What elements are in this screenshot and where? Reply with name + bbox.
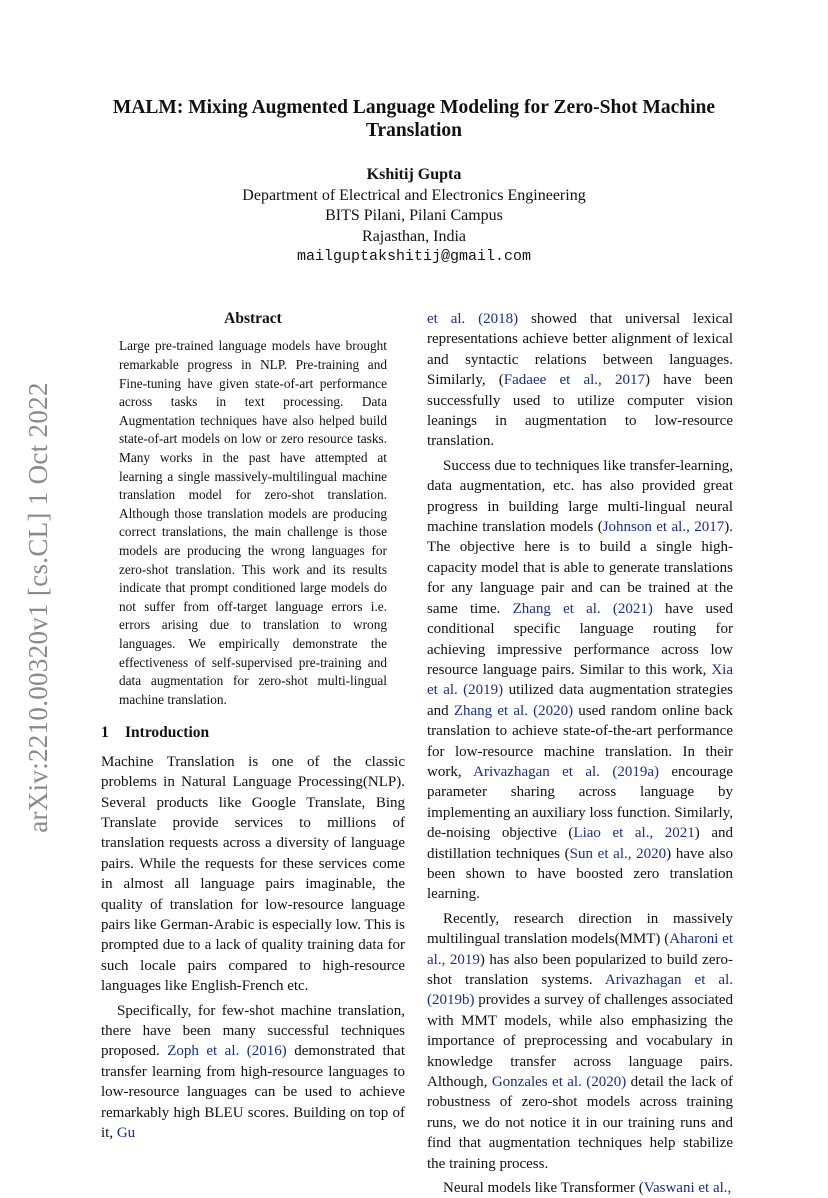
text-run: utilized data augmentation strategies and (427, 682, 733, 719)
text-run: demonstrated that transfer learning from high-resource languages to low-resource languages can be used to achieve remarkably high BLEU scores. Building on top of it, (101, 1043, 405, 1141)
left-column (101, 309, 405, 1143)
text-run: have used conditional specific language routing for achieving impressive performance across low resource language pairs. Similar to this work, (427, 600, 734, 678)
citation-link[interactable]: Arivazhagan et al. (2019a) (473, 763, 659, 780)
right-paragraph-2 (427, 456, 733, 905)
right-paragraph-4 (427, 1178, 733, 1198)
section-title: Introduction (125, 724, 210, 742)
affiliation-line-1: Department of Electrical and Electronics Engineering (242, 186, 586, 204)
text-run: Recently, research direction in massively multilingual translation models(MMT) ( (427, 910, 733, 948)
citation-link[interactable]: Vaswani et al., (643, 1180, 732, 1197)
section-heading-introduction (101, 723, 405, 743)
citation-link[interactable]: Arivazhagan et al. (2019b) (427, 972, 734, 1009)
text-run: provides a survey of challenges associated with MMT models, while also emphasizing the importance of preprocessing and vocabulary in knowledge transfer across language pairs. Although, (427, 992, 733, 1091)
citation-link[interactable]: Johnson et al., 2017 (602, 519, 725, 536)
text-run: Neural models like Transformer ( (443, 1180, 644, 1197)
citation-link[interactable]: Zhang et al. (2020) (453, 702, 574, 719)
text-run: ) have been successfully used to utilize computer vision leanings in augmentation to low-resource translation. (427, 372, 733, 450)
affiliation-line-2: BITS Pilani, Pilani Campus (325, 207, 503, 224)
citation-link[interactable]: Aharoni et al., 2019 (427, 931, 733, 968)
text-run: used random online back translation to achieve state-of-the-art performance for low-resource machine translation. In their work, (427, 702, 733, 780)
right-column (427, 309, 733, 1198)
citation-link[interactable]: Gu (116, 1125, 136, 1141)
citation-link[interactable]: Zoph et al. (2016) (167, 1043, 287, 1060)
author-block (90, 165, 738, 268)
title-line-1: MALM: Mixing Augmented Language Modeling for Zero-Shot Machine (112, 97, 716, 118)
abstract-text: Large pre-trained language models have brought remarkable progress in NLP. Pre-training and Fine-tuning have given state-of-art performance across tasks in text processing. Data Augmentation techniques have also helped build state-of-art models on low or zero resource tasks. Many works in the past have attempted at learning a single massively-multilingual machine translation model for zero-shot translation. Although those translation models are producing correct translations, the main challenge is those models are producing the wrong languages for zero-shot translation. This work and its results indicate that prompt conditioned large models do not suffer from off-target language errors i.e. errors arising due to translation to wrong languages. We empirically demonstrate the effectiveness of self-supervised pre-training and data augmentation for zero-shot multi-lingual machine translation. (119, 338, 387, 707)
citation-link[interactable]: Sun et al., 2020 (569, 845, 667, 862)
citation-link[interactable]: Liao et al., 2021 (573, 825, 695, 842)
title-line-2: Translation (365, 120, 463, 141)
citation-link[interactable]: Xia et al. (2019) (427, 661, 733, 699)
citation-link[interactable]: Fadaee et al., 2017 (503, 372, 645, 389)
intro-paragraph-2 (101, 1001, 405, 1144)
arxiv-identifier (22, 374, 54, 840)
right-paragraph-3 (427, 909, 733, 1174)
citation-link[interactable]: et al. (2018) (427, 311, 519, 327)
right-paragraph-1 (427, 309, 733, 452)
text-run: encourage parameter sharing across language by implementing an auxiliary loss function. Similarly, de-noising objective ( (427, 763, 733, 842)
text-run: showed that universal lexical representations achieve better alignment of lexical and syntactic relations between languages. Similarly, ( (427, 311, 734, 389)
text-run: Success due to techniques like transfer-learning, data augmentation, etc. has also provided great progress in building large multi-lingual neural machine translation models ( (427, 457, 733, 536)
text-run: ) and distillation techniques ( (427, 825, 734, 862)
abstract-heading: Abstract (224, 310, 282, 327)
author-name: Kshitij Gupta (366, 166, 462, 183)
author-email: mailguptakshitij@gmail.com (296, 248, 532, 265)
arxiv-identifier-text: arXiv:2210.00320v1 [cs.CL] 1 Oct 2022 (22, 381, 53, 833)
section-number: 1 (101, 724, 109, 742)
affiliation-line-3: Rajasthan, India (362, 227, 466, 245)
citation-link[interactable]: Zhang et al. (2021) (512, 600, 653, 617)
paper-title (90, 96, 738, 142)
intro-paragraph-1: Machine Translation is one of the classic problems in Natural Language Processing(NLP). Several products like Google Translate, Bing Translate provide services to millions of translation requests across a diversity of language pairs. While the requests for these services come in almost all language pairs imaginable, the quality of translation for low-resource language pairs like German-Arabic is especially low. This is prompted due to a lack of quality training data for such locale pairs compared to high-resource languages like English-French etc. (101, 753, 405, 995)
text-run: ) have also been shown to have boosted zero translation learning. (427, 845, 733, 903)
text-run: detail the lack of robustness of zero-shot models across training runs, we do not notice it in our training runs and find that augmentation techniques help stabilize the training process. (427, 1074, 733, 1172)
text-run: ). The objective here is to build a single high-capacity model that is able to generate translations for any language pair and can be trained at the same time. (427, 519, 733, 617)
text-run: Specifically, for few-shot machine translation, there have been many successful techniques proposed. (101, 1002, 405, 1060)
citation-link[interactable]: Gonzales et al. (2020) (491, 1074, 627, 1091)
text-run: ) has also been popularized to build zero-shot translation systems. (427, 951, 733, 988)
